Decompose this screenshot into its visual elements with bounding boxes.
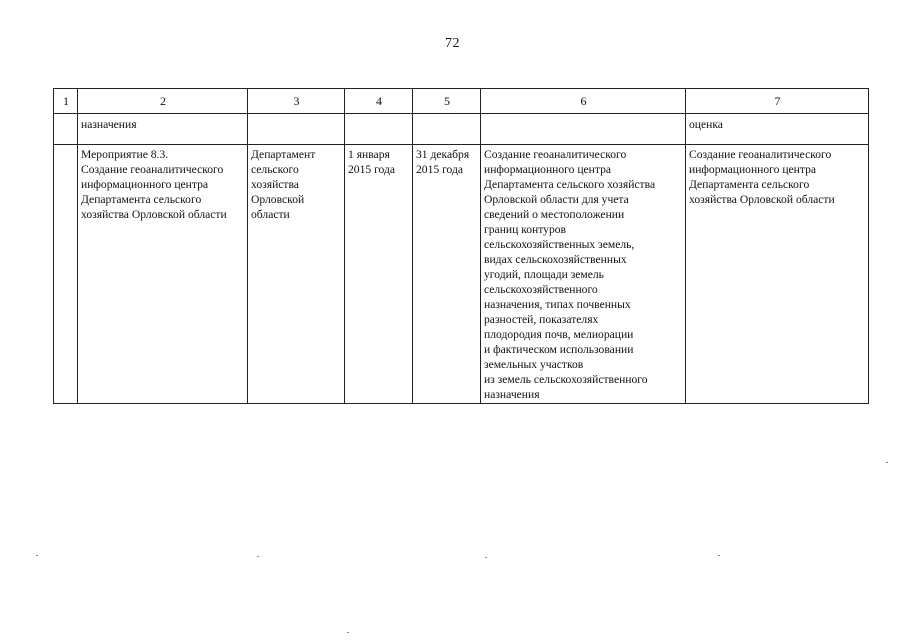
table-cell — [54, 145, 78, 404]
scan-speck — [36, 555, 38, 556]
scan-speck — [257, 556, 259, 557]
column-number-cell: 1 — [54, 89, 78, 114]
table-cell — [248, 114, 345, 145]
scan-speck — [718, 555, 720, 556]
table-cell — [481, 114, 686, 145]
table-cell-empty — [54, 114, 78, 145]
table-cell — [345, 114, 413, 145]
evaluation: Создание геоаналитического информационного центра Департамента сельского хозяйства Орловской области — [689, 148, 835, 206]
table-cell — [686, 114, 869, 145]
responsible-executor-cell — [248, 145, 345, 404]
column-number-cell: 2 — [78, 89, 248, 114]
scan-speck — [347, 632, 349, 633]
column-number-cell: 3 — [248, 89, 345, 114]
column-number-cell: 4 — [345, 89, 413, 114]
measures-table — [53, 88, 869, 404]
column-number-cell: 6 — [481, 89, 686, 114]
evaluation-cell — [686, 145, 869, 404]
start-date-cell — [345, 145, 413, 404]
end-date-cell — [413, 145, 481, 404]
scan-speck — [886, 462, 888, 463]
table-cell — [78, 114, 248, 145]
column-number-cell: 5 — [413, 89, 481, 114]
end-date: 31 декабря 2015 года — [416, 148, 470, 176]
expected-result-cell — [481, 145, 686, 404]
responsible-executor: Департамент сельского хозяйства Орловской области — [251, 148, 316, 221]
column-number-cell: 7 — [686, 89, 869, 114]
column-number-row — [54, 89, 869, 114]
scan-speck — [485, 557, 487, 558]
measure-name-cell — [78, 145, 248, 404]
cell-text: оценка — [689, 118, 723, 131]
measure-name: Мероприятие 8.3. Создание геоаналитического информационного центра Департамента сельского хозяйства Орловской области — [81, 148, 227, 221]
continuation-row — [54, 114, 869, 145]
measure-row — [54, 145, 869, 404]
expected-result: Создание геоаналитического информационного центра Департамента сельского хозяйства Орловской области для учета сведений о местоположении границ контуров сельскохозяйственных земель, видах сельскохозяйственных угодий, площади земель сельскохозяйственного назначения, типах почвенных разностей, показателях плодородия почв, мелиорации и фактическом использовании земельных участков из земель сельскохозяйственного назначения — [484, 148, 656, 401]
start-date: 1 января 2015 года — [348, 148, 396, 176]
table-cell — [413, 114, 481, 145]
page-number: 72 — [445, 36, 460, 51]
cell-text: назначения — [81, 118, 137, 131]
